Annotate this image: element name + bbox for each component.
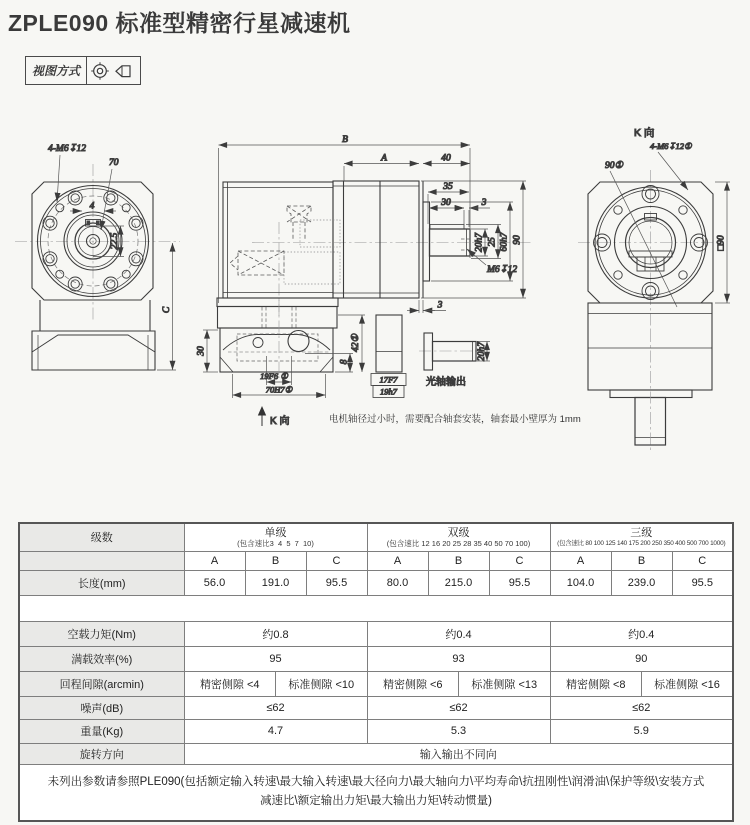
group-triple-header (550, 523, 733, 551)
input-dim-42: 42① (351, 333, 361, 353)
k-view-square-dim: □90 (716, 235, 727, 251)
noise-3: ≤62 (550, 696, 733, 719)
stage-label-cell: 级数 (19, 523, 184, 551)
length-c1: 95.5 (306, 570, 367, 595)
col-b2: B (428, 551, 489, 570)
front-c-dim: C (162, 306, 172, 314)
side-view-drawing (219, 135, 534, 316)
table-row-header (19, 523, 733, 551)
front-tap-label: 4-M6↧12 (48, 144, 87, 154)
front-bolt-circle-dim: 70 (109, 158, 119, 168)
group-double-header (367, 523, 550, 551)
noise-label: 噪声(dB) (19, 696, 184, 719)
rotation-label: 旋转方向 (19, 743, 184, 764)
dim-shaft-dia: 20h7 (474, 233, 485, 252)
backlash-5: 精密侧隙 <8 (550, 671, 642, 696)
dim-pilot-dia: 60h7 (499, 232, 510, 252)
backlash-label: 回程间隙(arcmin) (19, 671, 184, 696)
col-a2: A (367, 551, 428, 570)
noise-2: ≤62 (367, 696, 550, 719)
first-angle-projection-icon (90, 61, 138, 81)
col-b1: B (245, 551, 306, 570)
input-pilot-dim: 70H7① (265, 384, 293, 395)
weight-1: 4.7 (184, 719, 367, 743)
table-row-efficiency (19, 646, 733, 671)
input-bore-dim: 19F6 ① (260, 371, 288, 381)
plain-shaft-dia-dim: 20h7 (477, 342, 487, 361)
footnote-cell (19, 764, 733, 821)
input-dim-30: 30 (196, 346, 207, 356)
length-b1: 191.0 (245, 570, 306, 595)
length-c3: 95.5 (672, 570, 733, 595)
plain-shaft-detail (419, 333, 490, 388)
bevel-gears-hidden (230, 206, 311, 275)
plain-shaft-label: 光轴输出 (426, 377, 466, 388)
col-c1: C (306, 551, 367, 570)
length-a3: 104.0 (550, 570, 611, 595)
table-row-length (19, 570, 733, 595)
input-dim-8: 8 (339, 359, 350, 365)
backlash-6: 标准侧隙 <16 (642, 671, 734, 696)
table-row-rotation (19, 743, 733, 764)
group-single-name: 单级 (264, 526, 287, 539)
table-row-weight (19, 719, 733, 743)
dim-25: 25 (487, 237, 498, 247)
page-title: ZPLE090 标准型精密行星减速机 (8, 10, 351, 36)
backlash-4: 标准侧隙 <13 (459, 671, 551, 696)
length-b3: 239.0 (611, 570, 672, 595)
no-load-2: 约0.4 (367, 621, 550, 646)
abc-label-cell (19, 551, 184, 570)
no-load-1: 约0.8 (184, 621, 367, 646)
dim-30: 30 (441, 198, 451, 208)
noise-1: ≤62 (184, 696, 367, 719)
group-triple-ratios: (包含速比 80 100 125 140 175 200 250 350 400 500 700 1000) (557, 539, 726, 547)
col-c3: C (672, 551, 733, 570)
dim-90: 90 (512, 235, 523, 245)
input-face-view (197, 298, 366, 427)
table-row-backlash (19, 671, 733, 696)
efficiency-2: 93 (367, 646, 550, 671)
bushing-inner-dim: 17F7 (379, 374, 398, 385)
backlash-1: 精密侧隙 <4 (184, 671, 276, 696)
group-single-header (184, 523, 367, 551)
table-row-footnote (19, 764, 733, 821)
footnote-line2: 减速比\额定输出力矩\最大输出力矩\转动惯量) (260, 795, 492, 808)
weight-3: 5.9 (550, 719, 733, 743)
side-tap-label: M6↧12 (487, 265, 518, 275)
k-view-title: K 向 (634, 127, 655, 139)
length-label: 长度(mm) (19, 570, 184, 595)
front-key-offset-dim: 22.5 (110, 232, 120, 250)
group-single-ratios: (包含速比3 4 5 7 10) (237, 538, 314, 548)
table-row-no-load-torque (19, 621, 733, 646)
table-row-separator (19, 595, 733, 621)
col-a3: A (550, 551, 611, 570)
col-c2: C (489, 551, 550, 570)
table-row-abc (19, 551, 733, 570)
separator-cell (19, 595, 733, 621)
length-b2: 215.0 (428, 570, 489, 595)
footnote-line1: 未列出参数请参照PLE090(包括额定输入转速\最大输入转速\最大径向力\最大轴向力\平均寿命\抗扭刚性\润滑油\保护等级\安装方式 (47, 776, 705, 789)
table-row-noise (19, 696, 733, 719)
dim-40: 40 (441, 153, 451, 164)
k-view-tap-label: 4-M6↧12① (650, 141, 692, 151)
group-triple-name: 三级 (630, 526, 653, 539)
dim-b: B (342, 135, 348, 145)
k-view-drawing (578, 126, 730, 452)
no-load-3: 约0.4 (550, 621, 733, 646)
efficiency-1: 95 (184, 646, 367, 671)
length-c2: 95.5 (489, 570, 550, 595)
efficiency-label: 满载效率(%) (19, 646, 184, 671)
view-method-label: 视图方式 (26, 57, 87, 84)
bushing-outer-dim: 19h7 (380, 386, 397, 397)
backlash-2: 标准侧隙 <10 (276, 671, 368, 696)
dim-3-bottom: 3 (437, 300, 443, 311)
group-double-name: 双级 (447, 526, 470, 539)
weight-2: 5.3 (367, 719, 550, 743)
group-double-ratios: (包含速比 12 16 20 25 28 35 40 50 70 100) (386, 538, 531, 548)
motor-shaft-note: 电机轴径过小时，需要配合轴套安装，轴套最小壁厚为 1mm (329, 414, 581, 425)
bushing-detail (371, 315, 406, 398)
spec-table (18, 522, 734, 822)
k-view-circle-dim: 90① (605, 161, 624, 171)
length-a2: 80.0 (367, 570, 428, 595)
length-a1: 56.0 (184, 570, 245, 595)
k-direction-arrow-label: K 向 (270, 416, 290, 427)
efficiency-3: 90 (550, 646, 733, 671)
dim-a: A (381, 153, 387, 164)
dim-3-top: 3 (481, 198, 487, 208)
dim-35: 35 (443, 182, 453, 192)
technical-drawing (0, 118, 750, 458)
front-key-width-dim: 4 (89, 201, 95, 212)
backlash-3: 精密侧隙 <6 (367, 671, 459, 696)
weight-label: 重量(Kg) (19, 719, 184, 743)
rotation-value: 输入输出不同向 (184, 743, 733, 764)
view-method-box (25, 56, 141, 85)
col-b3: B (611, 551, 672, 570)
front-view-drawing (15, 144, 180, 370)
col-a1: A (184, 551, 245, 570)
no-load-label: 空载力矩(Nm) (19, 621, 184, 646)
projection-symbols (87, 57, 140, 84)
